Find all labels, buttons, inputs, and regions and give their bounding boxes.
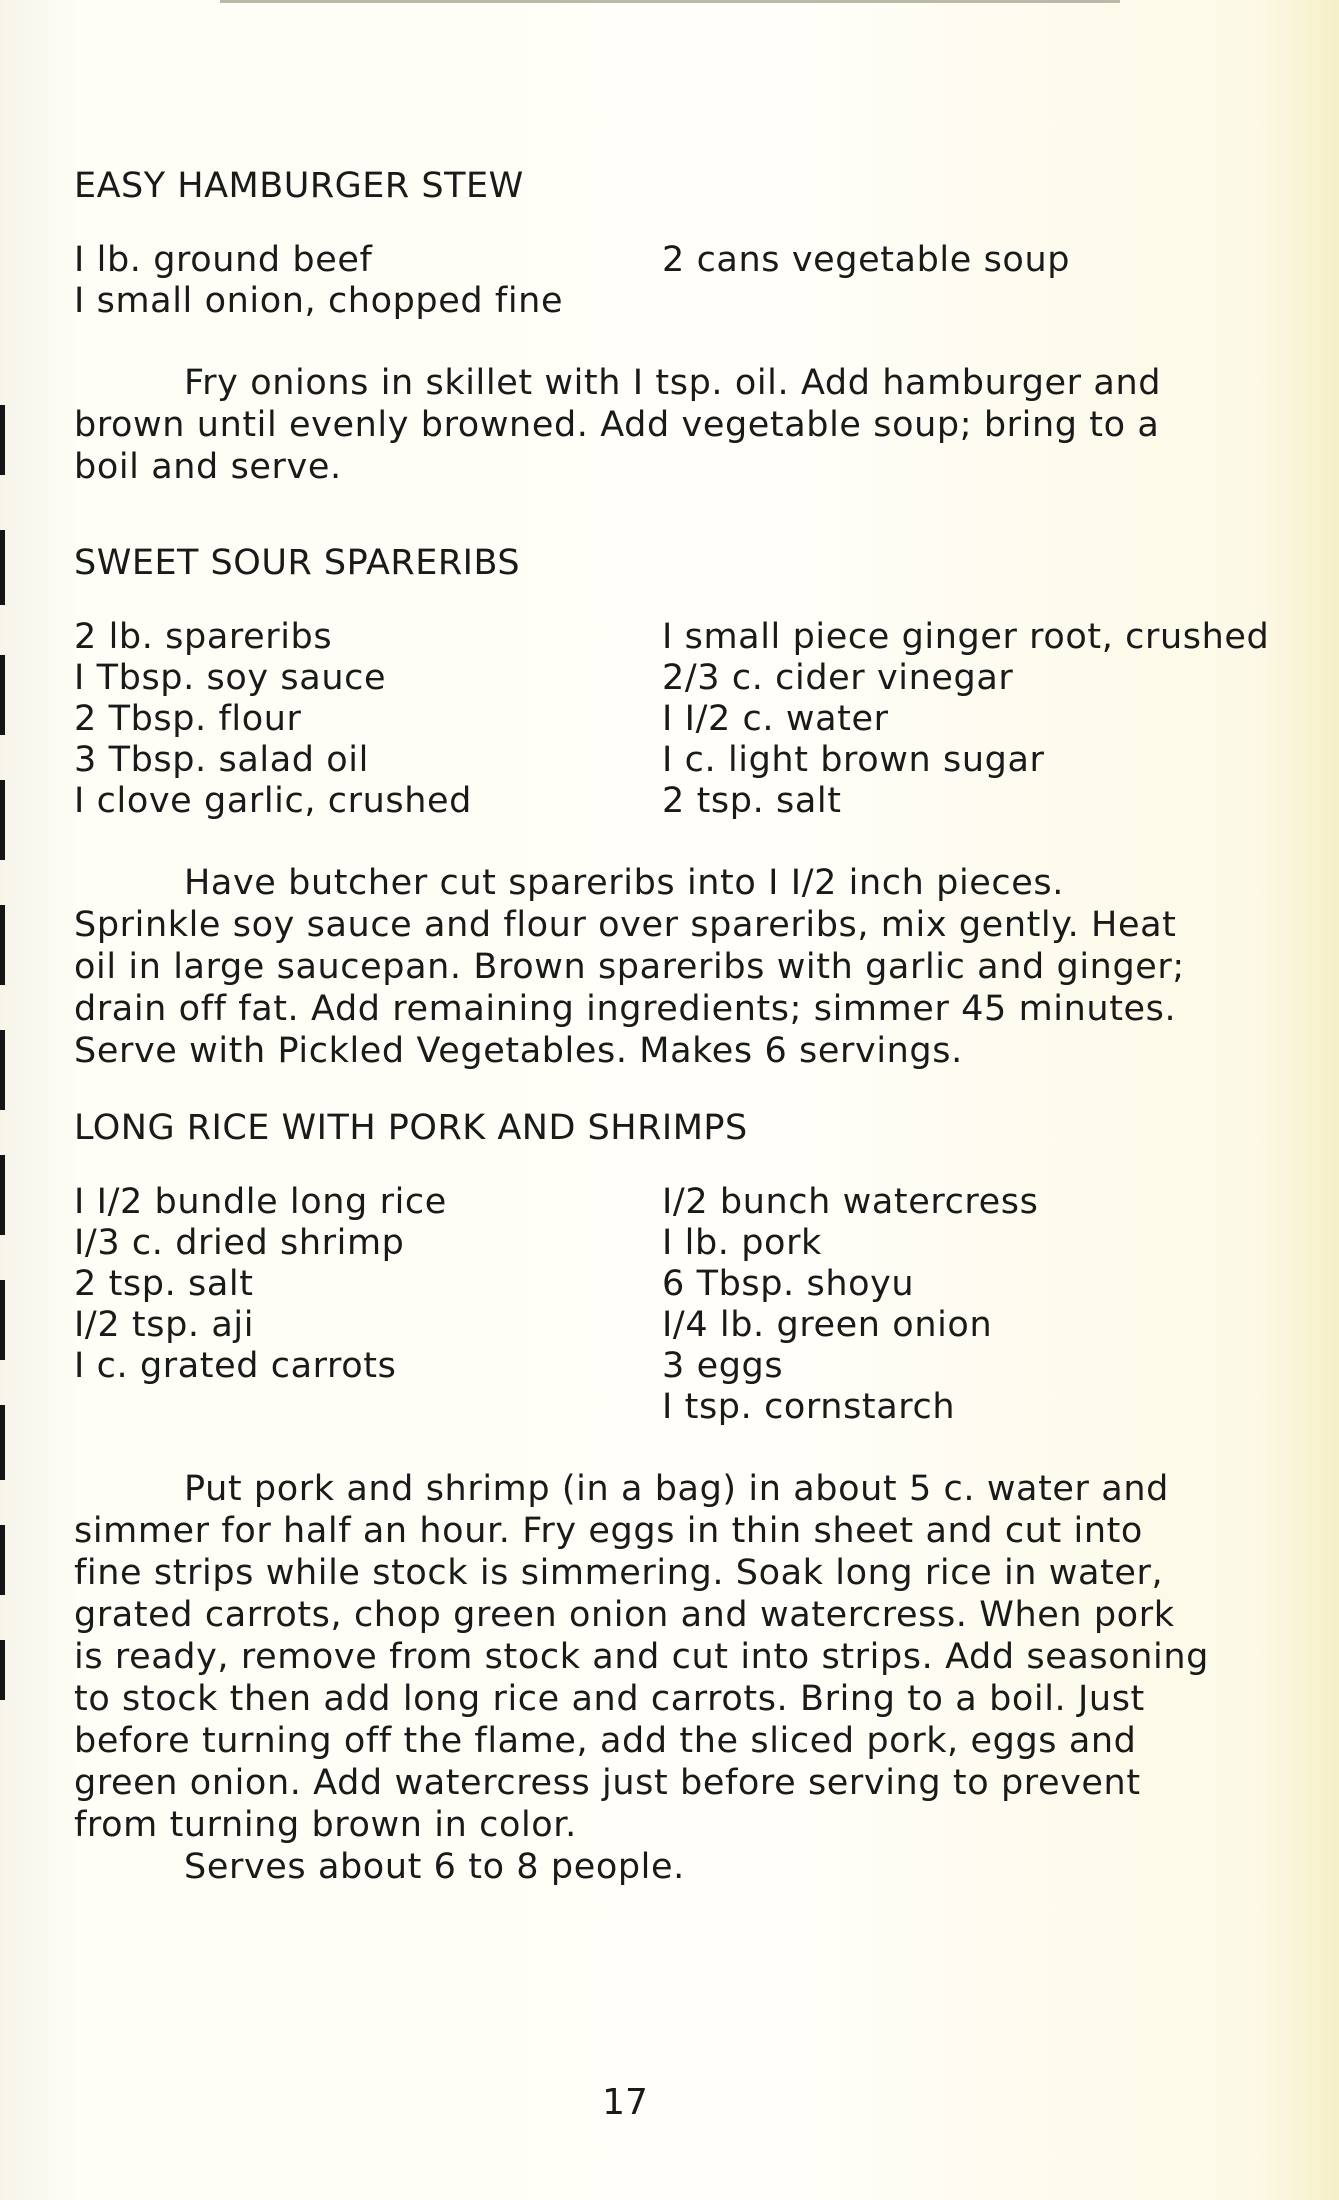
recipe-sweet-sour-spareribs <box>74 543 1270 1072</box>
binding-mark <box>0 655 5 735</box>
ingredient: I/2 tsp. aji <box>74 1305 255 1345</box>
ingredient: I tsp. cornstarch <box>662 1387 956 1427</box>
binding-mark <box>0 1030 5 1110</box>
page-number: 17 <box>602 2082 648 2123</box>
ingredient: I/4 lb. green onion <box>662 1305 993 1345</box>
recipe-title: SWEET SOUR SPARERIBS <box>74 543 521 583</box>
ingredient: 2 lb. spareribs <box>74 617 333 657</box>
ingredient: 3 eggs <box>662 1346 784 1386</box>
binding-mark <box>0 1280 5 1360</box>
ingredient-list <box>74 240 1234 322</box>
ingredient: I small piece ginger root, crushed <box>662 617 1270 657</box>
ingredient: 2 tsp. salt <box>74 1264 254 1304</box>
ingredient: 3 Tbsp. salad oil <box>74 740 369 780</box>
recipe-instructions: Have butcher cut spareribs into I I/2 inch pieces. Sprinkle soy sauce and flour over spareribs, mix gently. Heat oil in large saucepan. Brown spareribs with garlic and ginger; drain off fat. Add remaining ingredients; simmer 45 minutes. Serve with Pickled Vegetables. Makes 6 servings. <box>74 863 1185 1071</box>
binding-mark <box>0 530 5 605</box>
recipe-servings: Serves about 6 to 8 people. <box>184 1847 685 1887</box>
ingredient-list <box>74 1182 1234 1428</box>
recipe-easy-hamburger-stew <box>74 166 1234 488</box>
ingredient: I lb. pork <box>662 1223 822 1263</box>
binding-mark <box>0 780 5 860</box>
binding-mark <box>0 1155 5 1235</box>
ingredient: I I/2 c. water <box>662 699 889 739</box>
ingredient: I/3 c. dried shrimp <box>74 1223 405 1263</box>
ingredient: I I/2 bundle long rice <box>74 1182 447 1222</box>
ingredient-column-left <box>74 240 662 322</box>
ingredient: I/2 bunch watercress <box>662 1182 1039 1222</box>
page-top-edge <box>220 0 1120 3</box>
ingredient-column-right <box>662 617 1270 822</box>
ingredient-column-left <box>74 617 662 822</box>
ingredient: I c. grated carrots <box>74 1346 397 1386</box>
ingredient: I lb. ground beef <box>74 240 373 280</box>
ingredient: I clove garlic, crushed <box>74 781 472 821</box>
recipe-instructions: Put pork and shrimp (in a bag) in about 5 c. water and simmer for half an hour. Fry eggs in thin sheet and cut into fine strips while stock is simmering. Soak long rice in water, grated carrots, chop green onion and watercress. When pork is ready, remove from stock and cut into strips. Add seasoning to stock then add long rice and carrots. Bring to a boil. Just before turning off the flame, add the sliced pork, eggs and green onion. Add watercress just before serving to prevent from turning brown in color. <box>74 1469 1209 1845</box>
ingredient: I small onion, chopped fine <box>74 281 564 321</box>
binding-mark <box>0 905 5 985</box>
ingredient: I c. light brown sugar <box>662 740 1045 780</box>
ingredient: 2/3 c. cider vinegar <box>662 658 1014 698</box>
recipe-instructions: Fry onions in skillet with I tsp. oil. Add hamburger and brown until evenly browned. Add vegetable soup; bring to a boil and serve. <box>74 363 1162 487</box>
ingredient-column-left <box>74 1182 662 1428</box>
ingredient: 2 tsp. salt <box>662 781 842 821</box>
ingredient: 2 cans vegetable soup <box>662 240 1071 280</box>
ingredient-list <box>74 617 1270 822</box>
binding-mark <box>0 1525 5 1595</box>
recipe-title: EASY HAMBURGER STEW <box>74 166 524 206</box>
ingredient: 2 Tbsp. flour <box>74 699 302 739</box>
binding-mark <box>0 1640 5 1700</box>
ingredient-column-right <box>662 1182 1222 1428</box>
binding-mark <box>0 1405 5 1480</box>
binding-mark <box>0 405 5 475</box>
ingredient: I Tbsp. soy sauce <box>74 658 387 698</box>
ingredient-column-right <box>662 240 1222 322</box>
ingredient: 6 Tbsp. shoyu <box>662 1264 915 1304</box>
recipe-title: LONG RICE WITH PORK AND SHRIMPS <box>74 1108 748 1148</box>
recipe-long-rice-pork-shrimps <box>74 1108 1234 1888</box>
